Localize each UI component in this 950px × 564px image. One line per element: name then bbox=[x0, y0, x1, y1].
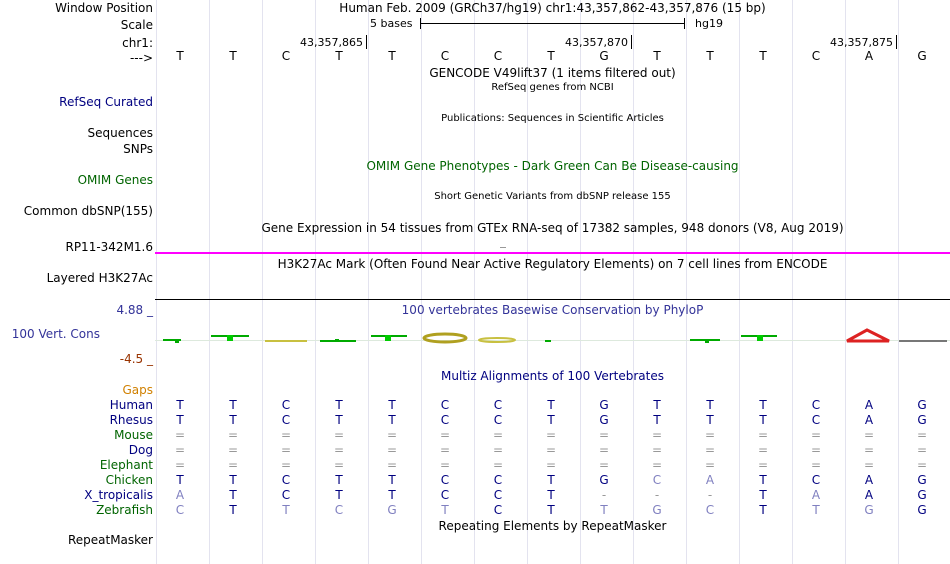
alignment-base: - bbox=[654, 488, 660, 502]
alignment-base: G bbox=[599, 473, 609, 487]
alignment-base: = bbox=[704, 428, 716, 442]
base-letter: T bbox=[335, 49, 343, 63]
alignment-base: = bbox=[227, 458, 239, 472]
scale-db-label: hg19 bbox=[695, 17, 723, 30]
alignment-base: = bbox=[810, 443, 822, 457]
base-letter: A bbox=[864, 49, 874, 63]
base-letter: C bbox=[811, 49, 821, 63]
alignment-base: G bbox=[864, 503, 874, 517]
alignment-base: T bbox=[759, 488, 767, 502]
phylop-conservation-graph bbox=[155, 326, 950, 356]
alignment-base: = bbox=[863, 458, 875, 472]
alignment-base: = bbox=[227, 443, 239, 457]
alignment-base: G bbox=[599, 398, 609, 412]
scale-bases-label: 5 bases bbox=[370, 17, 413, 30]
track-area[interactable] bbox=[155, 0, 950, 564]
alignment-base: = bbox=[863, 443, 875, 457]
alignment-base: C bbox=[652, 473, 662, 487]
alignment-base: G bbox=[599, 413, 609, 427]
alignment-base: C bbox=[440, 398, 450, 412]
coord-tick-3 bbox=[896, 35, 897, 49]
cons-bar-15 bbox=[899, 340, 947, 342]
alignment-base: = bbox=[333, 443, 345, 457]
base-letter: T bbox=[653, 49, 661, 63]
label-window-position[interactable]: Window Position bbox=[55, 1, 153, 15]
alignment-base: C bbox=[493, 488, 503, 502]
label-gtex-gene[interactable]: RP11-342M1.6 bbox=[65, 240, 153, 254]
alignment-base: = bbox=[810, 458, 822, 472]
alignment-base: T bbox=[759, 398, 767, 412]
alignment-base: = bbox=[545, 458, 557, 472]
dbsnp-track-title[interactable]: Short Genetic Variants from dbSNP release 155 bbox=[434, 191, 671, 202]
alignment-base: = bbox=[280, 443, 292, 457]
species-label[interactable]: Dog bbox=[128, 443, 153, 457]
label-scale[interactable]: Scale bbox=[120, 18, 153, 32]
cons-dot-5 bbox=[385, 335, 391, 341]
alignment-base: = bbox=[757, 458, 769, 472]
alignment-base: = bbox=[280, 428, 292, 442]
cons-dot-2 bbox=[227, 335, 233, 341]
species-label[interactable]: X_tropicalis bbox=[84, 488, 153, 502]
alignment-base: G bbox=[917, 398, 927, 412]
label-refseq[interactable]: RefSeq Curated bbox=[59, 95, 153, 109]
alignment-base: = bbox=[386, 428, 398, 442]
coord-label-3: 43,357,875 bbox=[830, 36, 893, 49]
alignment-base: T bbox=[759, 413, 767, 427]
alignment-base: T bbox=[176, 413, 184, 427]
alignment-base: = bbox=[492, 428, 504, 442]
alignment-base: C bbox=[175, 503, 185, 517]
species-label[interactable]: Mouse bbox=[114, 428, 153, 442]
alignment-base: T bbox=[282, 503, 290, 517]
position-header: Human Feb. 2009 (GRCh37/hg19) chr1:43,357,862-43,357,876 (15 bp) bbox=[339, 1, 766, 15]
base-letter: T bbox=[229, 49, 237, 63]
publications-track-title[interactable]: Publications: Sequences in Scientific Articles bbox=[441, 113, 664, 124]
label-vert-cons[interactable]: 100 Vert. Cons bbox=[11, 327, 100, 341]
alignment-base: C bbox=[281, 413, 291, 427]
alignment-base: = bbox=[757, 428, 769, 442]
alignment-base: C bbox=[281, 473, 291, 487]
phylop-track-title[interactable]: 100 vertebrates Basewise Conservation by PhyloP bbox=[401, 303, 704, 317]
alignment-base: A bbox=[811, 488, 821, 502]
base-letter: T bbox=[176, 49, 184, 63]
h3k27ac-baseline bbox=[155, 299, 950, 300]
alignment-base: T bbox=[229, 488, 237, 502]
alignment-base: T bbox=[653, 413, 661, 427]
label-phylop-min: -4.5 _ bbox=[119, 352, 153, 366]
coord-label-2: 43,357,870 bbox=[565, 36, 628, 49]
alignment-base: T bbox=[229, 398, 237, 412]
gencode-track-title[interactable]: GENCODE V49lift37 (1 items filtered out) bbox=[429, 66, 676, 80]
scale-bar bbox=[420, 23, 685, 24]
cons-letter-c-1 bbox=[424, 334, 466, 342]
alignment-base: T bbox=[335, 413, 343, 427]
alignment-base: = bbox=[333, 428, 345, 442]
label-gaps[interactable]: Gaps bbox=[122, 383, 153, 397]
alignment-base: = bbox=[916, 428, 928, 442]
species-label[interactable]: Zebrafish bbox=[96, 503, 153, 517]
h3k27ac-track-title[interactable]: H3K27Ac Mark (Often Found Near Active Regulatory Elements) on 7 cell lines from ENCODE bbox=[277, 257, 828, 271]
base-letter: C bbox=[493, 49, 503, 63]
alignment-base: T bbox=[547, 488, 555, 502]
alignment-base: C bbox=[493, 503, 503, 517]
alignment-base: = bbox=[704, 458, 716, 472]
base-letter: C bbox=[281, 49, 291, 63]
alignment-base: = bbox=[863, 428, 875, 442]
alignment-base: T bbox=[176, 473, 184, 487]
alignment-base: A bbox=[864, 413, 874, 427]
alignment-base: = bbox=[386, 458, 398, 472]
alignment-base: C bbox=[440, 413, 450, 427]
scale-bar-right-tick bbox=[684, 18, 685, 29]
alignment-base: = bbox=[810, 428, 822, 442]
alignment-base: = bbox=[492, 443, 504, 457]
alignment-base: T bbox=[229, 413, 237, 427]
alignment-base: T bbox=[706, 398, 714, 412]
alignment-base: = bbox=[439, 443, 451, 457]
alignment-base: = bbox=[598, 428, 610, 442]
species-label[interactable]: Human bbox=[109, 398, 153, 412]
coord-tick-2 bbox=[631, 35, 632, 49]
gtex-track-title[interactable]: Gene Expression in 54 tissues from GTEx RNA-seq of 17382 samples, 948 donors (V8, Aug 2019) bbox=[261, 221, 844, 235]
coord-tick-1 bbox=[366, 35, 367, 49]
alignment-base: T bbox=[388, 398, 396, 412]
alignment-base: C bbox=[493, 413, 503, 427]
label-omim[interactable]: OMIM Genes bbox=[77, 173, 153, 187]
track-labels bbox=[0, 0, 155, 564]
base-letter: T bbox=[547, 49, 555, 63]
alignment-base: T bbox=[388, 473, 396, 487]
alignment-base: = bbox=[174, 458, 186, 472]
label-repeatmasker[interactable]: RepeatMasker bbox=[67, 533, 153, 547]
alignment-base: T bbox=[547, 398, 555, 412]
alignment-base: T bbox=[547, 473, 555, 487]
label-phylop-max: 4.88 _ bbox=[116, 303, 153, 317]
alignment-base: = bbox=[227, 428, 239, 442]
alignment-base: = bbox=[598, 443, 610, 457]
alignment-base: = bbox=[439, 458, 451, 472]
alignment-base: C bbox=[334, 503, 344, 517]
alignment-base: = bbox=[651, 428, 663, 442]
alignment-base: G bbox=[917, 413, 927, 427]
refseq-track-title[interactable]: RefSeq genes from NCBI bbox=[491, 82, 614, 93]
label-layered-h3k27ac[interactable]: Layered H3K27Ac bbox=[46, 271, 153, 285]
alignment-base: T bbox=[335, 398, 343, 412]
cons-letter-a bbox=[847, 330, 889, 341]
scale-bar-left-tick bbox=[420, 18, 421, 29]
species-label[interactable]: Elephant bbox=[99, 458, 153, 472]
alignment-base: = bbox=[757, 443, 769, 457]
alignment-base: = bbox=[651, 458, 663, 472]
alignment-base: T bbox=[229, 503, 237, 517]
base-letter: T bbox=[759, 49, 767, 63]
alignment-base: = bbox=[174, 443, 186, 457]
alignment-base: G bbox=[917, 473, 927, 487]
multiz-track-title[interactable]: Multiz Alignments of 100 Vertebrates bbox=[440, 369, 665, 383]
label-chrom[interactable]: chr1: bbox=[122, 36, 153, 50]
alignment-base: = bbox=[386, 443, 398, 457]
alignment-base: T bbox=[335, 488, 343, 502]
alignment-base: - bbox=[601, 488, 607, 502]
base-letter: T bbox=[388, 49, 396, 63]
label-dbsnp[interactable]: Common dbSNP(155) bbox=[23, 204, 153, 218]
alignment-base: G bbox=[652, 503, 662, 517]
alignment-base: = bbox=[439, 428, 451, 442]
species-label[interactable]: Rhesus bbox=[109, 413, 153, 427]
alignment-base: = bbox=[174, 428, 186, 442]
cons-bar-3 bbox=[265, 340, 307, 342]
species-label[interactable]: Chicken bbox=[105, 473, 153, 487]
base-letter: T bbox=[706, 49, 714, 63]
repeatmasker-track-title[interactable]: Repeating Elements by RepeatMasker bbox=[438, 519, 667, 533]
alignment-base: G bbox=[387, 503, 397, 517]
alignment-base: A bbox=[175, 488, 185, 502]
alignment-base: G bbox=[917, 503, 927, 517]
alignment-base: T bbox=[706, 413, 714, 427]
label-strand[interactable]: ---> bbox=[129, 51, 153, 65]
alignment-base: T bbox=[759, 503, 767, 517]
alignment-base: = bbox=[545, 443, 557, 457]
alignment-base: A bbox=[864, 488, 874, 502]
alignment-base: T bbox=[547, 413, 555, 427]
alignment-base: C bbox=[811, 413, 821, 427]
coord-label-1: 43,357,865 bbox=[300, 36, 363, 49]
alignment-base: = bbox=[545, 428, 557, 442]
alignment-base: = bbox=[651, 443, 663, 457]
label-snps[interactable]: SNPs bbox=[123, 142, 153, 156]
alignment-base: A bbox=[864, 398, 874, 412]
alignment-base: A bbox=[864, 473, 874, 487]
alignment-base: C bbox=[493, 473, 503, 487]
alignment-base: T bbox=[759, 473, 767, 487]
gtex-separator-line bbox=[155, 252, 950, 254]
alignment-base: T bbox=[812, 503, 820, 517]
label-sequences[interactable]: Sequences bbox=[87, 126, 153, 140]
gtex-mini-bar bbox=[500, 247, 506, 248]
alignment-base: T bbox=[229, 473, 237, 487]
omim-track-title[interactable]: OMIM Gene Phenotypes - Dark Green Can Be Disease-causing bbox=[366, 159, 739, 173]
alignment-base: = bbox=[492, 458, 504, 472]
alignment-base: = bbox=[333, 458, 345, 472]
alignment-base: A bbox=[705, 473, 715, 487]
base-letter: G bbox=[917, 49, 927, 63]
alignment-base: C bbox=[440, 488, 450, 502]
base-letter: C bbox=[440, 49, 450, 63]
cons-dot-11 bbox=[705, 340, 709, 343]
alignment-base: C bbox=[281, 398, 291, 412]
alignment-base: C bbox=[440, 473, 450, 487]
alignment-base: T bbox=[335, 473, 343, 487]
alignment-base: G bbox=[917, 488, 927, 502]
alignment-base: T bbox=[388, 413, 396, 427]
alignment-base: T bbox=[441, 503, 449, 517]
cons-bar-8 bbox=[545, 340, 551, 342]
alignment-base: = bbox=[916, 458, 928, 472]
alignment-base: = bbox=[916, 443, 928, 457]
alignment-base: C bbox=[281, 488, 291, 502]
base-letter: G bbox=[599, 49, 609, 63]
alignment-base: C bbox=[705, 503, 715, 517]
cons-dot-1 bbox=[175, 340, 179, 343]
alignment-base: T bbox=[388, 488, 396, 502]
alignment-base: = bbox=[280, 458, 292, 472]
cons-dot-4 bbox=[335, 339, 339, 342]
alignment-base: T bbox=[653, 398, 661, 412]
alignment-base: C bbox=[811, 398, 821, 412]
alignment-base: C bbox=[811, 473, 821, 487]
alignment-base: C bbox=[493, 398, 503, 412]
alignment-base: = bbox=[704, 443, 716, 457]
alignment-base: T bbox=[547, 503, 555, 517]
alignment-base: = bbox=[598, 458, 610, 472]
alignment-base: - bbox=[707, 488, 713, 502]
alignment-base: T bbox=[600, 503, 608, 517]
cons-dot-12 bbox=[757, 335, 763, 341]
alignment-base: T bbox=[176, 398, 184, 412]
